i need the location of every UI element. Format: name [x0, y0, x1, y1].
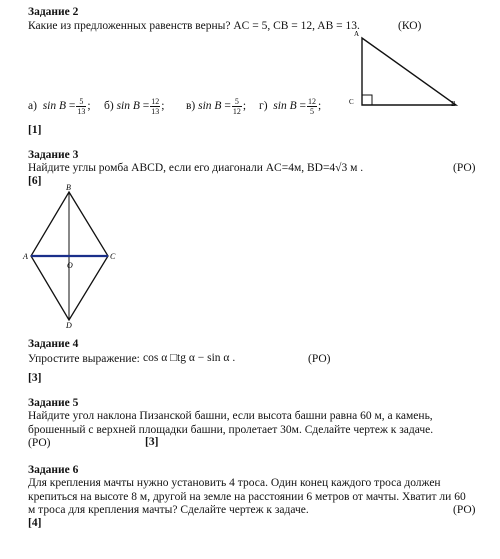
task6-points: [4]: [28, 517, 42, 529]
vertex-c-label: C: [110, 252, 116, 261]
right-triangle-figure: [340, 28, 470, 110]
task2-title: Задание 2: [28, 6, 79, 18]
task4-expression: cos α □tg α − sin α .: [143, 352, 236, 364]
vertex-d-label: D: [66, 321, 72, 330]
task6-line: Для крепления мачты нужно установить 4 троса. Один конец каждого троса должен: [28, 477, 441, 489]
task2-option-b: б) sin B = $\frac{12}{13}$ ;: [104, 97, 165, 116]
task5-line: Найдите угол наклона Пизанской башни, если высота башни равна 60 м, а камень,: [28, 410, 433, 422]
task6-text: [28, 477, 493, 518]
task5-points: [3]: [145, 436, 159, 448]
task5-title: Задание 5: [28, 397, 79, 409]
triangle-shape: [362, 38, 456, 105]
task2-points: [1]: [28, 124, 42, 136]
task5-line: брошенный с верхней площадки башни, пролетает 30м. Сделайте чертеж к задаче.: [28, 423, 434, 436]
rhombus-figure: [22, 182, 122, 330]
task6-level: (РО): [453, 504, 476, 516]
task6-title: Задание 6: [28, 464, 79, 476]
task4-question: Упростите выражение:: [28, 353, 140, 365]
task2-option-d: г) sin B = $\frac{12}{5}$ ;: [259, 97, 322, 116]
task3-question: Найдите углы ромба ABCD, если его диагонали AC=4м, BD=4√3 м .: [28, 162, 364, 174]
task6-line: м троса для крепления мачты? Сделайте чертеж к задаче.: [28, 504, 309, 516]
task3-points: [6]: [28, 175, 42, 187]
right-angle-mark: [362, 95, 372, 105]
task4-title: Задание 4: [28, 338, 79, 350]
vertex-b-label: B: [451, 100, 456, 108]
task6-line: крепиться на высоте 8 м, другой на земле на расстоянии 6 метров от мачты. Хватит ли 60: [28, 490, 466, 503]
task4-points: [3]: [28, 372, 42, 384]
task5-text: [28, 410, 488, 437]
task3-title: Задание 3: [28, 149, 79, 161]
task2-question: Какие из предложенных равенств верны? AC = 5, CB = 12, AB = 13.: [28, 20, 360, 32]
task5-level: (РО): [28, 437, 51, 449]
vertex-c-label: C: [349, 98, 354, 106]
task2-level: (КО): [398, 20, 422, 32]
task3-level: (РО): [453, 162, 476, 174]
vertex-a-label: A: [23, 252, 28, 261]
center-o-label: O: [67, 261, 73, 270]
task2-option-a: а) sin B = $\frac{5}{13}$ ;: [28, 97, 91, 116]
vertex-b-label: B: [66, 183, 71, 192]
vertex-a-label: A: [354, 30, 360, 38]
task2-option-c: в) sin B = $\frac{5}{12}$ ;: [186, 97, 247, 116]
task4-level: (РО): [308, 353, 331, 365]
